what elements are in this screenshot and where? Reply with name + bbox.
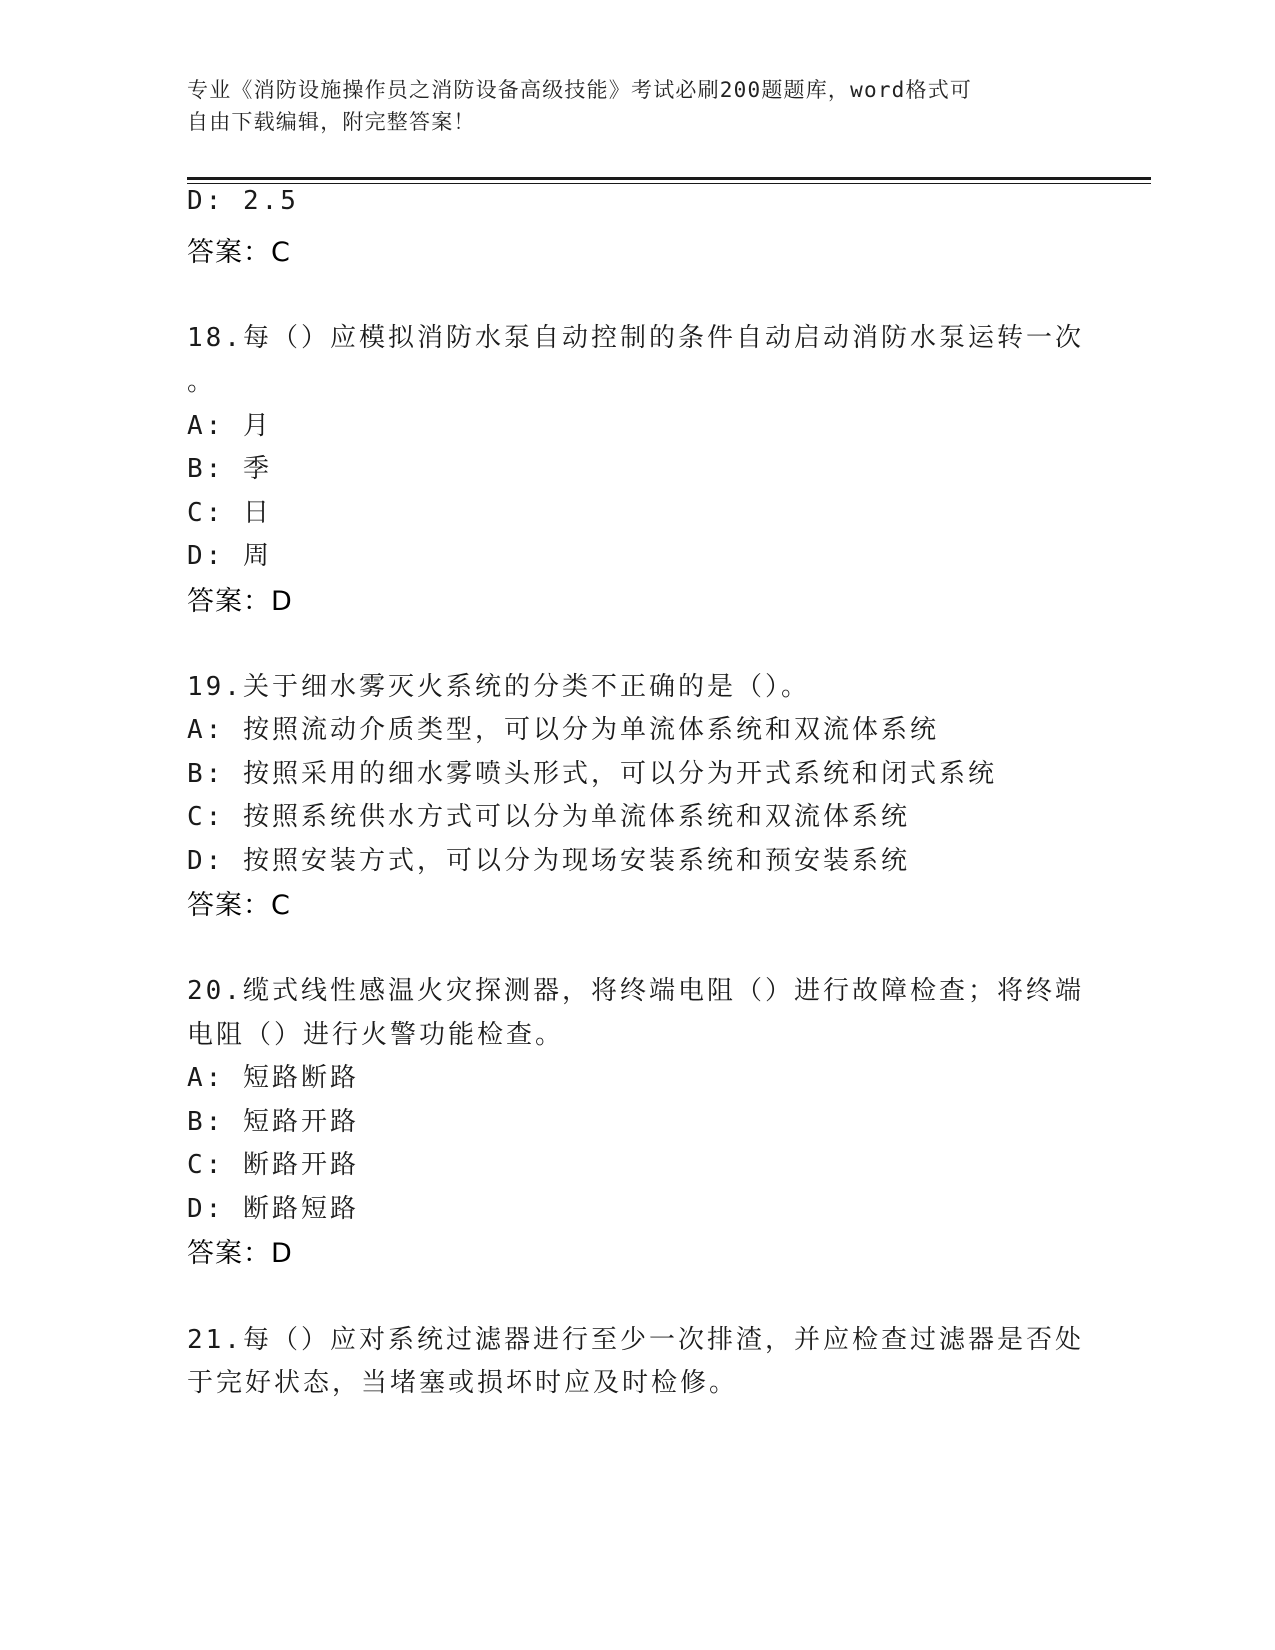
q18-answer: 答案：D: [187, 586, 293, 617]
q17-option-d: D: 2.5: [187, 186, 299, 216]
q20-option-b: B: 短路开路: [187, 1107, 359, 1137]
q19-option-b: B: 按照采用的细水雾喷头形式，可以分为开式系统和闭式系统: [187, 759, 997, 789]
q18-stem-line-2: 。: [187, 367, 217, 397]
q19-option-d: D: 按照安装方式，可以分为现场安装系统和预安装系统: [187, 846, 910, 876]
q20-answer: 答案：D: [187, 1238, 293, 1269]
q18-option-a: A: 月: [187, 411, 272, 441]
header-divider-thick: [187, 177, 1151, 180]
header-line-1: 专业《消防设施操作员之消防设备高级技能》考试必刷200题题库，word格式可: [187, 78, 973, 102]
q21-stem-line-1: 21.每（）应对系统过滤器进行至少一次排渣，并应检查过滤器是否处: [187, 1325, 1084, 1355]
q20-option-c: C: 断路开路: [187, 1150, 359, 1180]
q18-option-c: C: 日: [187, 498, 272, 528]
q20-option-d: D: 断路短路: [187, 1194, 359, 1224]
q18-stem-line-1: 18.每（）应模拟消防水泵自动控制的条件自动启动消防水泵运转一次: [187, 323, 1084, 353]
q20-stem-line-2: 电阻（）进行火警功能检查。: [187, 1020, 565, 1050]
header-divider-thin: [187, 183, 1151, 184]
q21-stem-line-2: 于完好状态，当堵塞或损坏时应及时检修。: [187, 1368, 739, 1398]
q19-stem-line-1: 19.关于细水雾灭火系统的分类不正确的是（）。: [187, 672, 810, 702]
q19-answer: 答案：C: [187, 890, 291, 921]
q19-option-c: C: 按照系统供水方式可以分为单流体系统和双流体系统: [187, 802, 910, 832]
q17-answer: 答案：C: [187, 237, 291, 268]
q19-option-a: A: 按照流动介质类型，可以分为单流体系统和双流体系统: [187, 715, 939, 745]
document-header: [187, 74, 1067, 138]
q20-option-a: A: 短路断路: [187, 1063, 359, 1093]
header-line-2: 自由下载编辑，附完整答案！: [187, 110, 476, 134]
q18-option-b: B: 季: [187, 454, 272, 484]
q20-stem-line-1: 20.缆式线性感温火灾探测器，将终端电阻（）进行故障检查；将终端: [187, 976, 1084, 1006]
q18-option-d: D: 周: [187, 541, 272, 571]
